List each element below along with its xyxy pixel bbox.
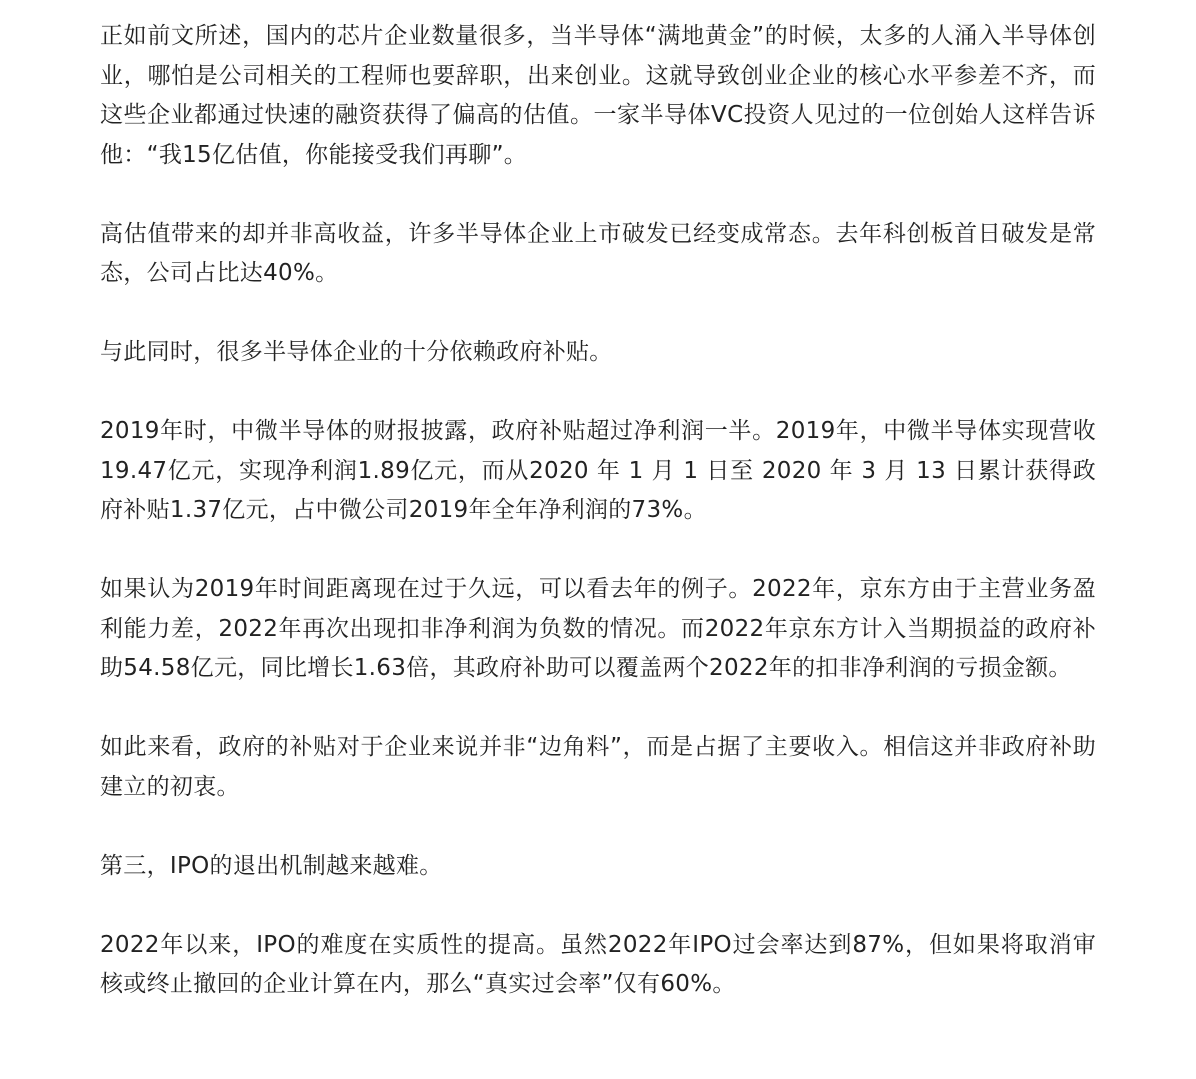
paragraph-subsidy-conclusion: 如此来看，政府的补贴对于企业来说并非“边角料”，而是占据了主要收入。相信这并非政府补助建立的初衷。 [100,734,1096,800]
paragraph-ipo-break: 高估值带来的却并非高收益，许多半导体企业上市破发已经变成常态。去年科创板首日破发是常态，公司占比达40%。 [100,220,1096,286]
article-body [100,17,1096,1005]
paragraph-third-point: 第三，IPO的退出机制越来越难。 [100,852,443,879]
paragraph-ipo-approval-rate: 2022年以来，IPO的难度在实质性的提高。虽然2022年IPO过会率达到87%，但如果将取消审核或终止撤回的企业计算在内，那么“真实过会率”仅有60%。 [100,931,1096,997]
paragraph-founder-valuation: 正如前文所述，国内的芯片企业数量很多，当半导体“满地黄金”的时候，太多的人涌入半导体创业，哪怕是公司相关的工程师也要辞职，出来创业。这就导致创业企业的核心水平参差不齐，而这些企业都通过快速的融资获得了偏高的估值。一家半导体VC投资人见过的一位创始人这样告诉他：“我15亿估值，你能接受我们再聊”。 [100,23,1096,168]
paragraph-subsidy-dependence: 与此同时，很多半导体企业的十分依赖政府补贴。 [100,339,613,365]
paragraph-amec-subsidy: 2019年时，中微半导体的财报披露，政府补贴超过净利润一半。2019年，中微半导体实现营收19.47亿元，实现净利润1.89亿元，而从2020 年 1 月 1 日至 2020 年 3 月 13 日累计获得政府补贴1.37亿元，占中微公司2019年全年净利润的73%。 [100,418,1096,523]
paragraph-boe-subsidy: 如果认为2019年时间距离现在过于久远，可以看去年的例子。2022年，京东方由于主营业务盈利能力差，2022年再次出现扣非净利润为负数的情况。而2022年京东方计入当期损益的政府补助54.58亿元，同比增长1.63倍，其政府补助可以覆盖两个2022年的扣非净利润的亏损金额。 [100,576,1096,681]
